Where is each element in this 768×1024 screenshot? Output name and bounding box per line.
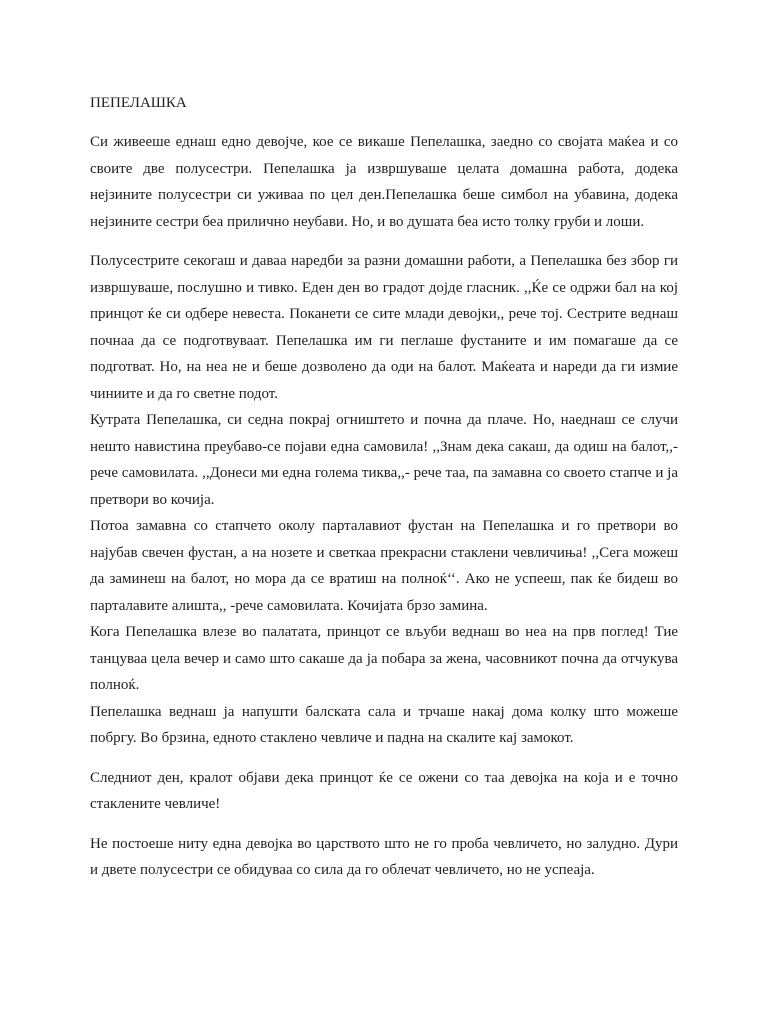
paragraph-4: Потоа замавна со стапчето околу парталавиот фустан на Пепелашка и го претвори во најубав свечен фустан, а на нозете и светкаа прекрасни стаклени чевличиња! ,,Сега можеш да заминеш на балот, но мора да се вратиш на полноќ‘‘. Ако не успееш, пак ќе бидеш во парталавите алишта,, -рече самовилата. Кочијата брзо замина. [90, 518, 678, 614]
paragraph-6: Пепелашка веднаш ја напушти балската сала и трчаше накај дома колку што можеше побргу. Во брзина, едното стаклено чевличе и падна на скалите кај замокот. [90, 703, 678, 746]
paragraph-2: Полусестрите секогаш и даваа наредби за разни домашни работи, а Пепелашка без збор ги извршуваше, послушно и тивко. Еден ден во градот дојде гласник. ,,Ќе се одржи бал на кој принцот ќе си одбере невеста. Поканети се сите млади девојки,, рече тој. Сестрите веднаш почнаа да се подготвуваат. Пепелашка им ги пеглаше фустаните и им помагаше да се подготват. Но, на неа не и беше дозволено да оди на балот. Маќеата и нареди да ги измие чиниите и да го светне подот. [90, 253, 678, 402]
paragraph-5: Кога Пепелашка влезе во палатата, принцот се вљуби веднаш во неа на прв поглед! Тие танцуваа цела вечер и само што сакаше да ја побара за жена, часовникот почна да отчукува полноќ. [90, 624, 678, 693]
paragraph-7: Следниот ден, кралот објави дека принцот ќе се ожени со таа девојка на која и е точно стаклените чевличе! [90, 769, 678, 812]
document-title: ПЕПЕЛАШКА [90, 95, 187, 111]
paragraph-1: Си живееше еднаш едно девојче, кое се викаше Пепелашка, заедно со својата маќеа и со своите две полусестри. Пепелашка ја извршуваше целата домашна работа, додека нејзините полусестри си уживаа по цел ден.Пепелашка беше симбол на убавина, додека нејзините сестри беа прилично неубави. Но, и во душата беа исто толку груби и лоши. [90, 134, 678, 230]
document-body [90, 92, 678, 884]
paragraph-8: Не постоеше ниту една девојка во царството што не го проба чевличето, но залудно. Дури и двете полусестри се обидуваа со сила да го облечат чевличето, но не успеаја. [90, 835, 678, 878]
paragraph-3: Кутрата Пепелашка, си седна покрај огништето и почна да плаче. Но, наеднаш се случи нешто навистина преубаво-се појави една самовила! ,,Знам дека сакаш, да одиш на балот,,- рече самовилата. ,,Донеси ми една голема тиква,,- рече таа, па замавна со своето стапче и ја претвори во кочија. [90, 412, 678, 508]
